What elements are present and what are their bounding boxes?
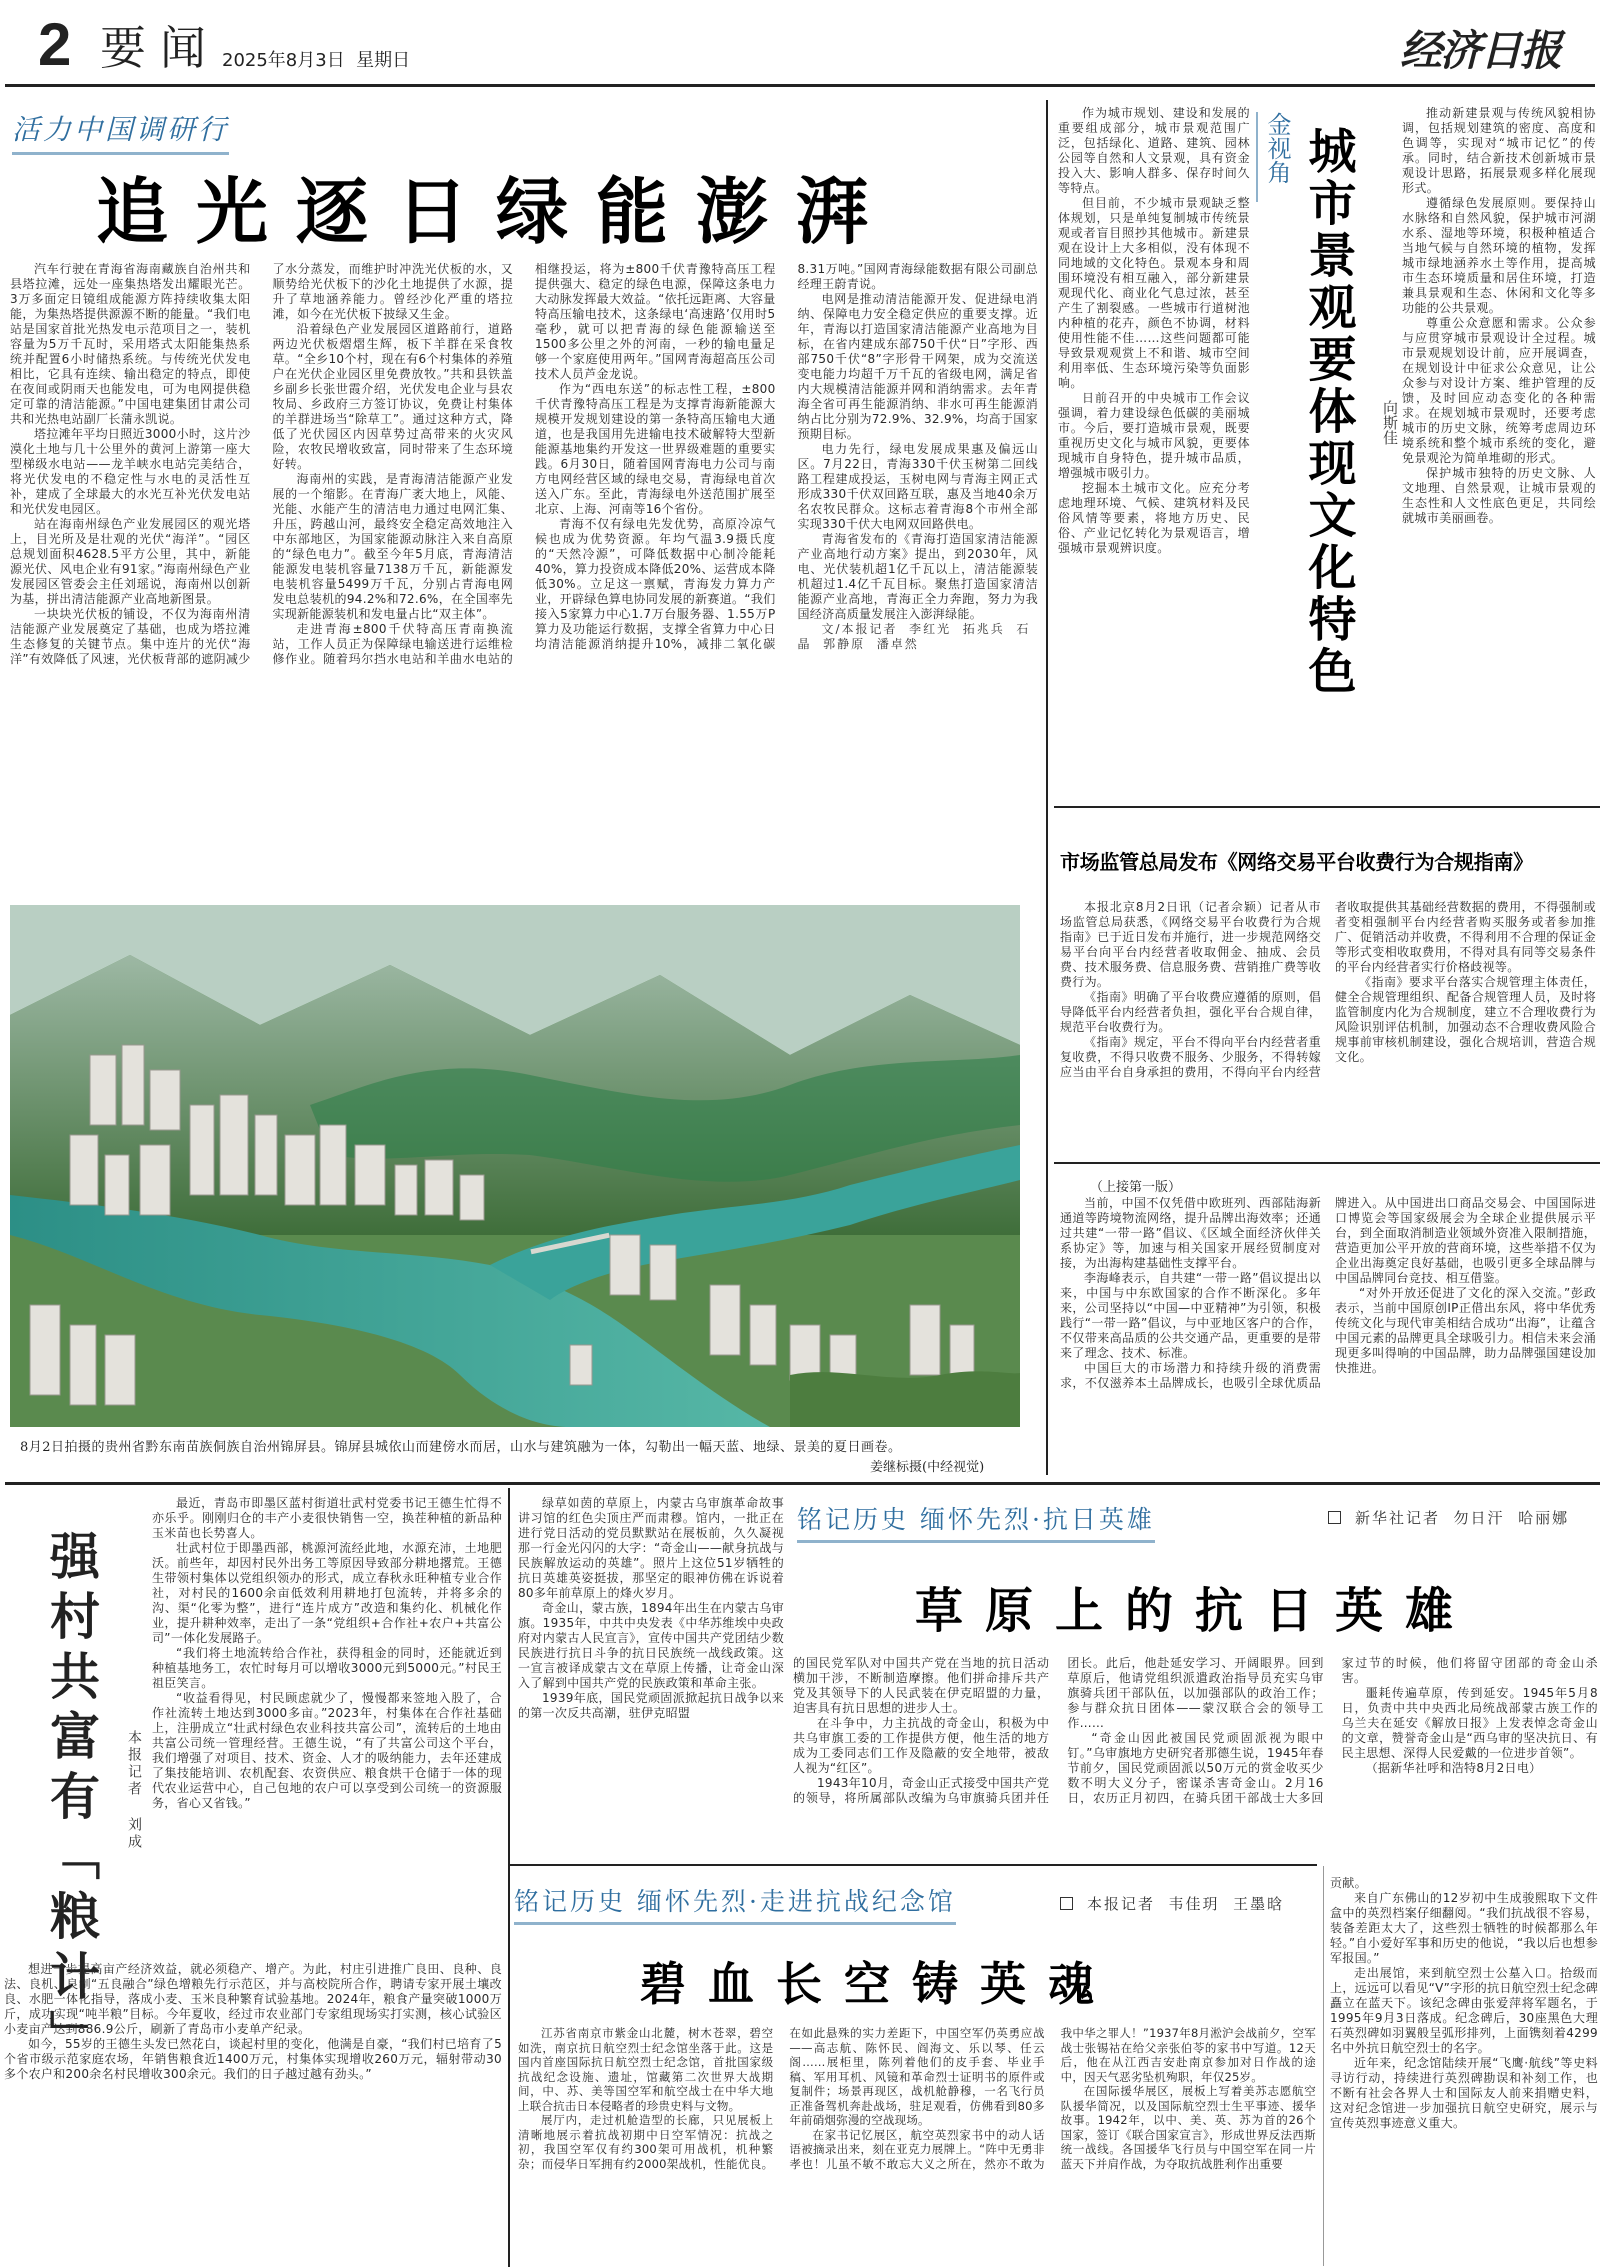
paragraph: 走出展馆，来到航空烈士公墓入口。拾级而上，远远可以看见“V”字形的抗日航空烈士纪念碑矗立在蓝天下。该纪念碑由张爱萍将军题名，于1995年9月3日落成。纪念碑后，30座黑色大理石英烈碑如羽翼般呈弧形排列，上面镌刻着4299名中外抗日航空烈士的名字。 (1330, 1966, 1598, 2055)
paragraph: 日前召开的中央城市工作会议强调，着力建设绿色低碳的美丽城市。今后，要打造城市景观，既要重视历史文化与城市风貌，更要体现城市自身特色，提升城市品质，增强城市吸引力。 (1058, 391, 1250, 480)
paragraph: 来自广东佛山的12岁初中生成骏熙取下文件盒中的英烈档案仔细翻阅。“我们抗战很不容易，装备差距太大了，这些烈士牺牲的时候都那么年轻。”自小爱好军事和历史的他说，“我以后也想参军报国。” (1330, 1891, 1598, 1965)
paragraph: 塔拉滩年平均日照近3000小时，这片沙漠化土地与几十公里外的黄河上游第一座大型梯级水电站——龙羊峡水电站完美结合，将光伏发电的不稳定性与水电的灵活性互补，建成了全球最大的水光互补光伏发电站和光伏发电园区。 (10, 427, 251, 516)
paragraph: 想进一步提高亩产经济效益，就必须稳产、增产。为此，村庄引进推广良田、良种、良法、良机、良制“五良融合”绿色增粮先行示范区，并与高校院所合作，聘请专家开展土壤改良、水肥一体化指导，落成小麦、玉米良种繁育试验基地。2024年，粮食产量突破1000万斤，成功实现“吨半粮”目标。今年夏收，经过市农业部门专家组现场实打实测，核心试验区小麦亩产达到886.9公斤，刷新了青岛市小麦单产纪录。 (4, 1962, 502, 2036)
museum-article-side (1330, 1876, 1598, 2131)
museum-kicker: 铭记历史 缅怀先烈·走进抗战纪念馆 (514, 1882, 956, 1925)
section-rule (509, 1864, 1317, 1866)
paragraph: 《指南》要求平台落实合规管理主体责任，健全合规管理组织、配备合规管理人员，及时将监管制度内化为合规制度，建立不合理收费行为风险识别评估机制，加强动态不合理收费风险合规事前审核机制建设，强化合规培训，营造合规文化。 (1335, 975, 1596, 1064)
paragraph: 1943年10月，奇金山正式接受中国共产党的领导，将所属部队改编为乌审旗骑兵团并任团长。此后，他赴延安学习、开阔眼界。回到草原后，他请党组织派遣政治指导员充实乌审旗骑兵团干部队伍，以加强部队的政治工作；参与群众抗日团体——蒙汉联合会的领导工作…… (793, 1656, 1324, 1805)
newspaper-logo: 经济日报 (1400, 26, 1561, 75)
paragraph: 奇金山，蒙古族，1894年出生在内蒙古乌审旗。1935年，中共中央发表《中华苏维埃中央政府对内蒙古人民宣言》，宣传中国共产党团结少数民族进行抗日斗争的抗日民族统一战线政策。这一宣言被译成蒙古文在草原上传播，让奇金山深入了解到中国共产党的民族政策和革命主张。 (518, 1601, 784, 1690)
paragraph: 本报北京8月2日讯（记者佘颖）记者从市场监管总局获悉，《网络交易平台收费行为合规指南》已于近日发布并施行，进一步规范网络交易平台向平台内经营者收取佣金、抽成、会员费、技术服务费、信息服务费、营销推广费等收费行为。 (1060, 900, 1321, 989)
column-body-left (1058, 106, 1250, 556)
paragraph: 电网是推动清洁能源开发、促进绿电消纳、保障电力安全稳定供应的重要支撑。近年，青海以打造国家清洁能源产业高地为目标，在省内建成东部750千伏“日”字形、西部750千伏“8”字形骨干网架，成为交流送变电能力均超千万千瓦的省级电网，满足省内大规模清洁能源并网和消纳需求。去年青海全省可再生能源消纳、非水可再生能源消纳占比分别为72.9%、32.9%，均高于国家预期目标。 (797, 292, 1038, 441)
aerial-photo-image (10, 905, 1020, 1427)
museum-byline (1060, 1893, 1284, 1914)
grassland-byline (1328, 1507, 1569, 1528)
paragraph: 《指南》规定，平台不得向平台内经营者重复收费，不得只收费不服务、少服务，不得转嫁应当由平台自身承担的费用，不得向平台内经营者收取提供其基础经营数据的费用，不得强制或者变相强制平台内经营者购买服务或者参加推广、促销活动并收费，不得利用不合理的保证金等形式变相收取费用，不得对具有同等交易条件的平台内经营者实行价格歧视等。 (1060, 900, 1596, 1079)
paragraph: 如今，55岁的王德生头发已然花白，谈起村里的变化，他满是自豪，“我们村已培育了5个省市级示范家庭农场，年销售粮食近1400万元，村集体实现增收260万元，辐射带动30多个农户和200余名村民增收300余元。我们的日子越过越有劲头。” (4, 2037, 502, 2081)
paragraph: 遵循绿色发展原则。要保持山水脉络和自然风貌，保护城市河湖水系、湿地等环境，积极种植适合当地气候与自然环境的植物，发挥城市绿地涵养水土等作用，提高城市生态环境质量和居住环境，打造兼具景观和生态、休闲和文化等多功能的公共景观。 (1402, 196, 1596, 315)
paragraph: 的国民党军队对中国共产党在当地的抗日活动横加干涉，不断制造摩擦。他们拼命排斥共产党及其领导下的人民武装在伊克昭盟的力量，迫害具有抗日思想的进步人士。 (793, 1656, 1050, 1715)
village-article-bottom (4, 1962, 502, 2082)
paragraph: 绿草如茵的草原上，内蒙古乌审旗革命故事讲习馆的红色尖顶庄严而肃穆。馆内，一批正在进行党日活动的党员默默站在展板前，久久凝视那一行金光闪闪的大字：“奇金山——献身抗战与民族解放运动的英雄”。照片上这位51岁牺牲的抗日英雄英姿挺拔，那坚定的眼神仿佛在诉说着80多年前草原上的烽火岁月。 (518, 1496, 784, 1600)
byline-marker-icon (1060, 1897, 1073, 1910)
grassland-headline: 草原上的抗日英雄 (915, 1583, 1476, 1639)
paragraph: 尊重公众意愿和需求。公众参与应贯穿城市景观设计全过程。城市景观规划设计前，应开展调查，在规划设计中征求公众意见，让公众参与对设计方案、维护管理的反馈，及时回应动态变化的各种需求。在规划城市景观时，还要考虑城市的历史文脉，统筹考虑周边环境系统和整个城市系统的变化，避免景观沦为简单堆砌的形式。 (1402, 316, 1596, 465)
market-headline: 市场监管总局发布《网络交易平台收费行为合规指南》 (1060, 850, 1533, 874)
photo-caption: 8月2日拍摄的贵州省黔东南苗族侗族自治州锦屏县。锦屏县城依山而建傍水而居，山水与建筑融为一体，勾勒出一幅天蓝、地绿、景美的夏日画卷。 (20, 1440, 902, 1455)
paragraph: “我们将土地流转给合作社，获得租金的同时，还能就近到种植基地务工，农忙时每月可以增收3000元到5000元。”村民王祖臣笑言。 (152, 1646, 502, 1690)
paragraph: 在斗争中，力主抗战的奇金山，积极为中共乌审旗工委的工作提供方便，他生活的地方成为工委同志们工作及隐蔽的安全地带，被敌人视为“红区”。 (793, 1716, 1050, 1775)
paragraph: 李海峰表示，自共建“一带一路”倡议提出以来，中国与中东欧国家的合作不断深化。多年来，公司坚持以“中国—中亚精神”为引领，积极践行“一带一路”倡议，与中亚地区客户的合作，不仅带来高品质的公共交通产品，更重要的是带来了理念、技术、标准。 (1060, 1271, 1321, 1360)
paragraph: 壮武村位于即墨西部，桃源河流经此地，水源充沛，土地肥沃。前些年，却因村民外出务工等原因导致部分耕地撂荒。王德生带领村集体以党组织领办的形式，成立春秋永旺种植专业合作社，对村民的1600余亩低效利用耕地打包流转，并将多余的沟、渠“化零为整”，进行“连片成方”改造和集约化、机械化作业，提升耕种效率，走出了一条“党组织+合作社+农户+共富公司”一体化发展路子。 (152, 1541, 502, 1645)
section-rule (1054, 806, 1600, 808)
paragraph: 推动新建景观与传统风貌相协调，包括规划建筑的密度、高度和色调等，实现对“城市记忆”的传承。同时，结合新技术创新城市景观设计思路，拓展景观多样化展现形式。 (1402, 106, 1596, 195)
county-aerial-photo (10, 905, 1020, 1427)
byline-marker-icon (1328, 1511, 1341, 1524)
paragraph: 江苏省南京市紫金山北麓，树木苍翠，碧空如洗，南京抗日航空烈士纪念馆坐落于此。这是国内首座国际抗日航空烈士纪念馆，首批国家级抗战纪念设施、遗址，馆藏第二次世界大战期间，中、苏、美等国空军和航空战士在中华大地上联合抗击日本侵略者的珍贵史料与文物。 (518, 2026, 774, 2113)
paragraph: 但目前，不少城市景观缺乏整体规划，只是单纯复制城市传统景观或者盲目照抄其他城市。新建景观在设计上大多相似，没有体现不同地域的文化特色。景观本身和周围环境没有相互融入，部分新建景观现代化、商业化气息过浓，甚至产生了割裂感。一些城市行道树池内种植的花卉，颜色不协调，材料使用性能不佳……这些问题都可能导致景观观赏上不和谐、城市空间利用率低、生态环境污染等负面影响。 (1058, 196, 1250, 390)
paragraph: 汽车行驶在青海省海南藏族自治州共和县塔拉滩，远处一座集热塔发出耀眼光芒。3万多面定日镜组成能源方阵持续收集太阳能，为集热塔提供源源不断的能量。“我们电站是国家首批光热发电示范项目之一，装机容量为5万千瓦时，采用塔式太阳能集热系统并配置6小时储热系统。与传统光伏发电相比，它具有连续、输出稳定的特点，即使在夜间或阴雨天也能发电，可为电网提供稳定可靠的清洁能源。”中国电建集团甘肃公司共和光热电站副厂长蒲永凯说。 (10, 262, 251, 426)
paragraph: 作为“西电东送”的标志性工程，±800千伏青豫特高压工程是为支撑青海新能源大规模开发规划建设的第一条特高压输电大通道，也是我国用先进输电技术破解特大型新能源基地集约开发这一世界级难题的重要实践。6月30日，随着国网青海电力公司与南方电网经营区域的绿电交易，青海绿电首次送入广东。至此，青海绿电外送范围扩展至北京、上海、河南等16个省份。 (535, 382, 776, 516)
column-body-right (1402, 106, 1596, 526)
paragraph: 电力先行，绿电发展成果惠及偏远山区。7月22日，青海330千伏玉树第二回线路工程建成投运，玉树电网与青海主网正式形成330千伏双回路互联，惠及当地40余万名农牧民群众。这标志着青海8个市州全部实现330千伏大电网双回路供电。 (797, 442, 1038, 531)
museum-headline: 碧血长空铸英魂 (640, 1957, 1116, 2011)
museum-byline-text: 本报记者 韦佳玥 王墨晗 (1087, 1895, 1285, 1913)
section-rule (1054, 1162, 1600, 1164)
paragraph: 贡献。 (1330, 1876, 1367, 1890)
paragraph: 展厅内，走过机舱造型的长廊，只见展板上清晰地展示着抗战初期中日空军情况：抗战之初，我国空军仅有约300架可用战机，机种繁杂；而侵华日军拥有约2000架战机，性能优良。在如此悬殊的实力差距下，中国空军仍英勇应战——高志航、陈怀民、阎海文、乐以琴、任云阁……展柜里，陈列着他们的皮手套、毕业手稿、军用耳机、风镜和革命烈士证明书的原件或复制件；场景再现区，战机舱静穆，一名飞行员正准备驾机奔赴战场，驻足观看，仿佛看到80多年前硝烟弥漫的空战现场。 (518, 2026, 1045, 2171)
column-label: 金视角 (1256, 112, 1295, 202)
grassland-article-body (793, 1656, 1598, 1806)
column-headline: 城市景观要体现文化特色 (1300, 126, 1356, 698)
paragraph: 近年来，纪念馆陆续开展“飞鹰·航线”等史料寻访行动，持续进行英烈碑勘误和补刻工作，也不断有社会各界人士和国际友人前来捐赠史料，这对纪念馆进一步加强抗日航空史研究，展示与宣传英烈事迹意义重大。 (1330, 2056, 1598, 2130)
grassland-byline-text: 新华社记者 勿日汗 哈丽娜 (1355, 1509, 1570, 1527)
paragraph: 青海不仅有绿电先发优势，高原冷凉气候也成为优势资源。年均气温3.9摄氏度的“天然冷源”，可降低数据中心制冷能耗40%，算力投资成本降低20%、运营成本降低30%。立足这一禀赋，青海发力算力产业，开辟绿色算电协同发展的新赛道。“我们接入5家算力中心1.7万台服务器、1.55万P算力及功能运行数据，支撑全省算力中心日均清洁能源消纳提升10%，减排二氧化碳8.31万吨。”国网青海绿能数据有限公司副总经理王蔚青说。 (535, 262, 1038, 651)
village-byline: 本报记者 刘成 (126, 1730, 142, 1851)
paragraph: 《指南》明确了平台收费应遵循的原则，倡导降低平台内经营者负担，强化平台合规自律，规范平台收费行为。 (1060, 990, 1321, 1034)
paragraph: 在家书记忆展区，航空英烈家书中的动人话语被摘录出来，刻在亚克力展牌上。“阵中无勇非孝也！儿虽不敏不敢忘大义之所在，然亦不敢为我中华之罪人！”1937年8月淞沪会战前夕，空军战士张锡祜在给父亲张伯苓的家书中写道。12天后，他在从江西吉安赴南京参加对日作战的途中，因天气恶劣坠机殉职，年仅25岁。 (789, 2026, 1316, 2171)
paragraph: （据新华社呼和浩特8月2日电） (1365, 1761, 1542, 1775)
paragraph: 在国际援华展区，展板上写着美苏志愿航空队援华简况，以及国际航空烈士生平事迹、援华故事。1942年，以中、美、英、苏为首的26个国家，签订《联合国家宣言》，形成世界反法西斯统一战线。各国援华飞行员与中国空军在同一片蓝天下并肩作战，为夺取抗战胜利作出重要 (1060, 2084, 1316, 2171)
paragraph: 沿着绿色产业发展园区道路前行，道路两边光伏板熠熠生辉，板下羊群在采食牧草。“全乡10个村，现在有6个村集体的养殖户在光伏企业园区里免费放牧。”共和县铁盖乡副乡长张世霞介绍，光伏发电企业与县农牧局、乡政府三方签订协议，免费让村集体的羊群进场当“除草工”。通过这种方式，降低了光伏园区内因草势过高带来的火灾风险，农牧民增收致富，同时带来了生态环境好转。 (272, 322, 513, 471)
paragraph: “收益看得见，村民顾虑就少了，慢慢都来签地入股了，合作社流转土地达到3000多亩。”2023年，村集体在合作社基础上，注册成立“壮武村绿色农业科技共富公司”，流转后的土地由共富公司统一管理经营。王德生说，“有了共富公司这个平台，我们增强了对项目、技术、资金、人才的吸纳能力，去年还建成了集技能培训、农机配套、农资供应、粮食烘干仓储于一体的现代农业运营中心，自己包地的农户可以享受到公司统一的资源服务，省心又省钱。” (152, 1691, 502, 1810)
paragraph: 作为城市规划、建设和发展的重要组成部分，城市景观范围广泛，包括绿化、道路、建筑、园林公园等自然和人文景观，具有资金投入大、影响人群多、保存时间久等特点。 (1058, 106, 1250, 195)
column-divider (508, 1488, 510, 2267)
paragraph: 1939年底，国民党顽固派掀起抗日战争以来的第一次反共高潮，驻伊克昭盟 (518, 1691, 784, 1720)
paragraph: 最近，青岛市即墨区蓝村街道壮武村党委书记王德生忙得不亦乐乎。刚刚归仓的丰产小麦很快销售一空，换茬种植的新品种玉米苗也长势喜人。 (152, 1496, 502, 1540)
continued-article-body (1060, 1196, 1596, 1391)
lead-headline: 追光逐日绿能澎湃 (96, 170, 897, 254)
column-divider (1323, 1866, 1324, 2266)
lead-kicker: 活力中国调研行 (12, 108, 229, 155)
issue-date: 2025年8月3日 星期日 (222, 50, 411, 71)
masthead-rule (5, 84, 1595, 87)
paragraph: 噩耗传遍草原，传到延安。1945年5月8日，负责中共中央西北局统战部蒙古族工作的乌兰夫在延安《解放日报》上发表悼念奇金山的文章，赞誉奇金山是“西乌审的坚决抗日、有民主思想、深得人民爱戴的一位进步首领”。 (1341, 1686, 1598, 1760)
paragraph: 青海省发布的《青海打造国家清洁能源产业高地行动方案》提出，到2030年，风电、光伏装机超1亿千瓦以上，清洁能源装机超过1.4亿千瓦目标。聚焦打造国家清洁能源产业高地，青海正全力奔跑，努力为我国经济高质量发展注入澎湃绿能。 (797, 532, 1038, 621)
paragraph: 保护城市独特的历史文脉、人文地理、自然景观，让城市景观的生态性和人文性底色更足，共同绘就城市美丽画卷。 (1402, 466, 1596, 525)
paragraph: 一块块光伏板的铺设，不仅为海南州清洁能源产业发展奠定了基础，也成为塔拉滩生态修复的关键节点。集中连片的光伏“海洋”有效降低了风速，光伏板背部的遮阴减少了水分蒸发，而维护时冲洗光伏板的水，又顺势给光伏板下的沙化土地提供了水源，提升了草地涵养能力。曾经沙化严重的塔拉滩，如今在光伏板下披绿又生金。 (10, 262, 513, 666)
paragraph: “奇金山因此被国民党顽固派视为眼中钉。”乌审旗地方史研究者那德生说，1945年春节前夕，国民党顽固派以50万元的赏金收买少数不明大义分子，密谋杀害奇金山。2月16日，农历正月初四，在骑兵团干部战士大多回家过节的时候，他们将留守团部的奇金山杀害。 (1067, 1656, 1598, 1805)
paragraph: 当前，中国不仅凭借中欧班列、西部陆海新通道等跨境物流网络，提升品牌出海效率；还通过共建“一带一路”倡议、《区域全面经济伙伴关系协定》等，加速与相关国家开展经贸制度对接，为出海构建基础性支撑平台。 (1060, 1196, 1321, 1270)
column-divider (1046, 100, 1048, 1475)
page-number: 2 (38, 11, 72, 78)
village-article-top (152, 1496, 502, 1811)
lead-paragraphs (10, 262, 1038, 667)
column-author: 向斯佳 (1381, 400, 1399, 445)
grassland-article-lead (518, 1496, 784, 1721)
paragraph: 站在海南州绿色产业发展园区的观光塔上，目光所及是壮观的光伏“海洋”。“园区总规划面积4628.5平方公里，其中，新能源光伏、风电企业有91家。”海南州绿色产业发展园区管委会主任刘瑶说，海南州以创新为基，拼出清洁能源产业高地新图景。 (10, 517, 251, 606)
market-article-body (1060, 900, 1596, 1080)
paragraph: 海南州的实践，是青海清洁能源产业发展的一个缩影。在青海广袤大地上，风能、光能、水能产生的清洁电力通过电网汇集、升压，跨越山河，最终安全稳定高效地注入中东部地区，为国家能源动脉注入来自高原的“绿色电力”。截至今年5月底，青海清洁能源发电装机容量7138万千瓦，新能源发电装机容量5499万千瓦，分别占青海电网发电总装机的94.2%和72.6%，在全国率先实现新能源装机和发电量占比“双主体”。 (272, 472, 513, 621)
bottom-section-rule (5, 1482, 1600, 1485)
lead-byline: 文/本报记者 李红光 拓兆兵 石晶 郭静原 潘卓然 (797, 622, 1031, 651)
paragraph: 中国巨大的市场潜力和持续升级的消费需求，不仅滋养本土品牌成长，也吸引全球优质品牌进入。从中国进出口商品交易会、中国国际进口博览会等国家级展会为全球企业提供展示平台，到全面取消制造业领域外资准入限制措施，营造更加公平开放的营商环境，这些举措不仅为企业出海奠定良好基础，也吸引更多全球品牌与中国品牌同台竞技、相互借鉴。 (1060, 1196, 1596, 1390)
paragraph: “对外开放还促进了文化的深入交流。”彭政表示，当前中国原创IP正借出东风，将中华优秀传统文化与现代审美相结合成功“出海”，让蕴含中国元素的品牌更具全球吸引力。相信未来会涌现更多叫得响的中国品牌，助力品牌强国建设加快推进。 (1335, 1286, 1596, 1375)
section-name: 要闻 (100, 21, 220, 75)
continued-note: （上接第一版） (1090, 1180, 1182, 1195)
lead-article-body (10, 262, 1038, 667)
paragraph: 挖掘本土城市文化。应充分考虑地理环境、气候、建筑材料及民俗风情等要素，将地方历史、民俗、产业记忆转化为景观语言，增强城市景观辨识度。 (1058, 481, 1250, 555)
paragraph: 走进青海±800千伏特高压青南换流站，工作人员正为保障绿电输送进行运维检修作业。随着玛尔挡水电站和羊曲水电站的相继投运，将为±800千伏青豫特高压工程提供强大、稳定的绿色电源，保障这条电力大动脉发挥最大效益。“依托远距离、大容量特高压输电技术，这条绿电‘高速路’仅用时5毫秒，就可以把青海的绿色能源输送至1500多公里之外的河南，一秒的输电量足够一个家庭使用两年。”国网青海超高压公司技术人员芦金龙说。 (272, 262, 776, 666)
museum-article-body (518, 2026, 1316, 2171)
photo-credit: 姜继标摄(中经视觉) (870, 1460, 985, 1475)
village-headline: 强村共富有「粮计」 (42, 1530, 101, 2070)
grassland-kicker: 铭记历史 缅怀先烈·抗日英雄 (797, 1500, 1155, 1543)
